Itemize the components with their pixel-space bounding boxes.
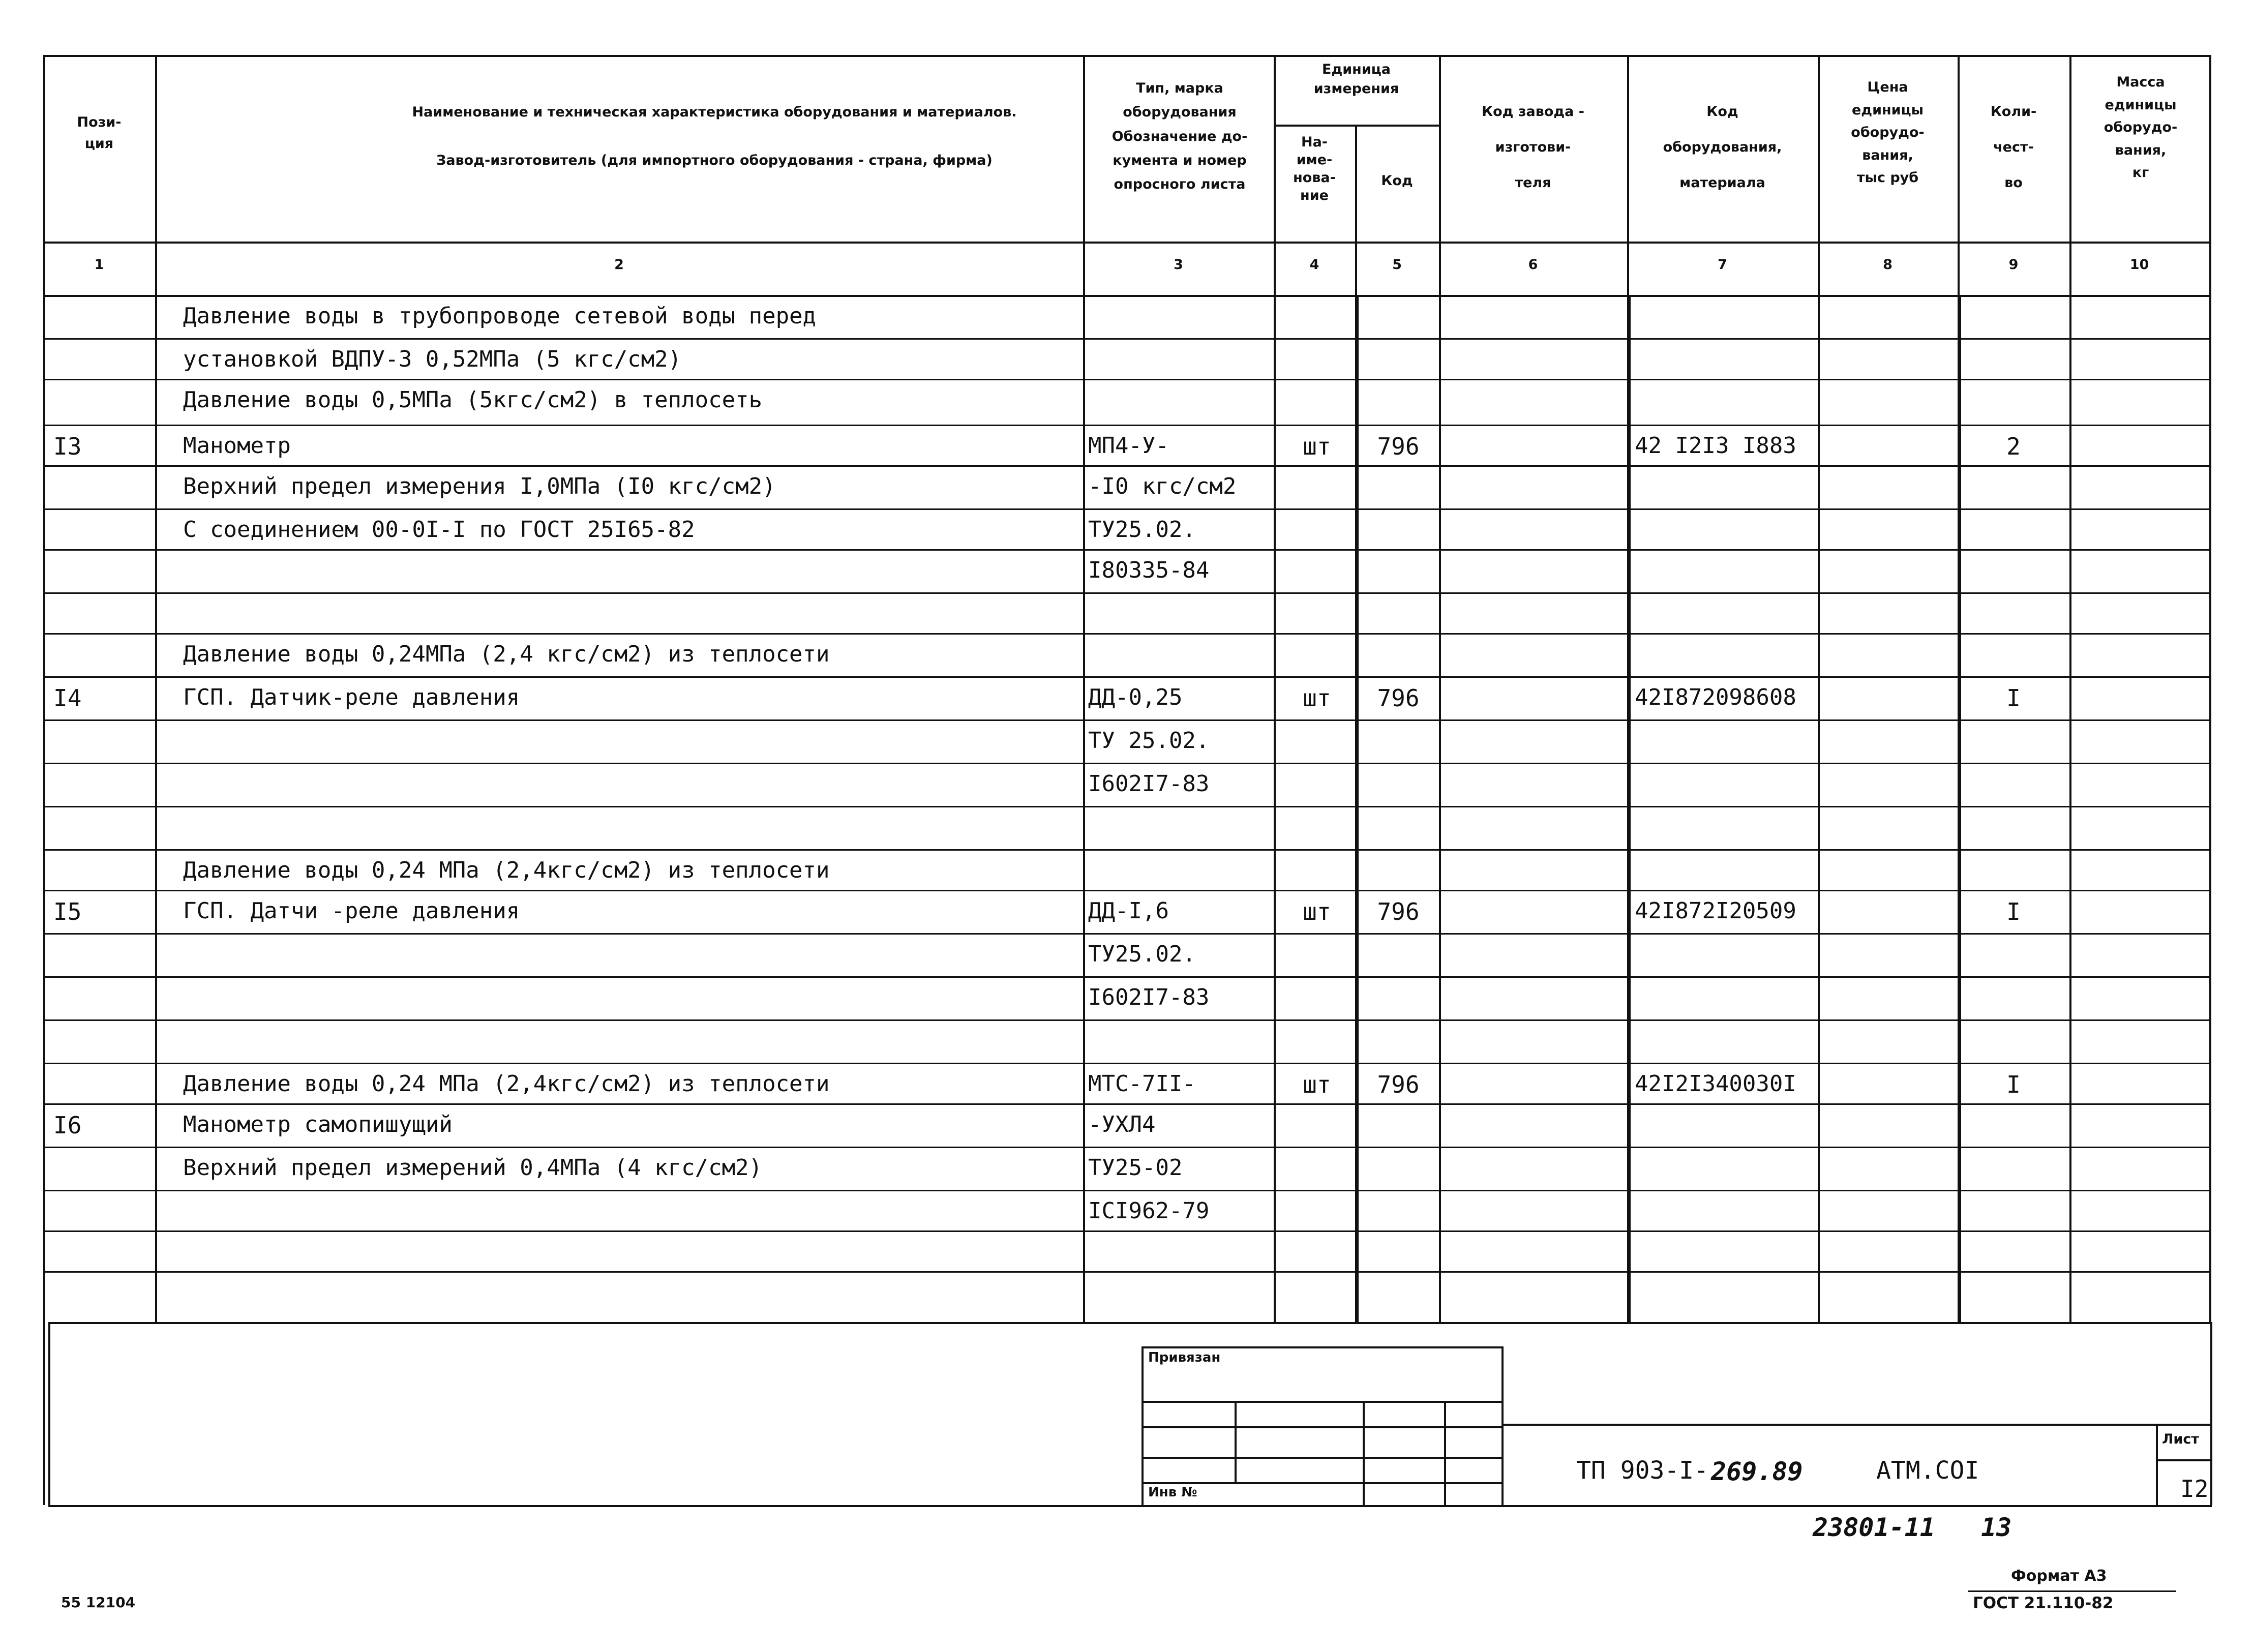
cell-type: ДД-0,25 bbox=[1088, 684, 1183, 710]
cell-equipment-code: 42 I2I3 I883 bbox=[1635, 433, 1796, 459]
sheet-number: I2 bbox=[2180, 1475, 2209, 1503]
body-accent-border bbox=[1960, 295, 1961, 1322]
cell-name: ГСП. Датчи -реле давления bbox=[183, 898, 520, 924]
cell-unit: шт bbox=[1303, 898, 1331, 925]
cell-name: Верхний предел измерений 0,4МПа (4 кгс/см2) bbox=[183, 1155, 763, 1181]
column-number: 9 bbox=[2008, 257, 2019, 273]
stamp-inv: Инв № bbox=[1148, 1485, 1197, 1500]
header-type: Тип, марка оборудования Обозначение до- кумента и номер опросного листа bbox=[1112, 80, 1248, 192]
cell-quantity: I bbox=[2006, 898, 2021, 925]
row-border bbox=[43, 549, 2209, 551]
stamp-line bbox=[1444, 1401, 1446, 1505]
numbers-bottom-border bbox=[43, 295, 2209, 297]
stamp-line bbox=[1141, 1346, 1503, 1348]
header-price: Цена единицы оборудо- вания, тыс руб bbox=[1851, 79, 1925, 186]
cell-name: Давление воды 0,5МПа (5кгс/см2) в теплосеть bbox=[183, 387, 763, 413]
column-number: 2 bbox=[614, 257, 624, 273]
cell-position: I4 bbox=[53, 684, 82, 712]
column-number: 4 bbox=[1309, 257, 1319, 273]
cell-position: I5 bbox=[53, 898, 82, 925]
row-border bbox=[43, 1230, 2209, 1232]
header-name-line1: Наименование и техническая характеристика оборудования и материалов. bbox=[412, 104, 1017, 120]
cell-equipment-code: 42I2I340030I bbox=[1635, 1071, 1796, 1097]
sheet-left-border bbox=[48, 1322, 50, 1505]
header-name-line2: Завод-изготовитель (для импортного оборудования - страна, фирма) bbox=[436, 153, 993, 168]
cell-unit-code: 796 bbox=[1377, 1071, 1420, 1098]
gost-label: ГОСТ 21.110-82 bbox=[1973, 1594, 2114, 1612]
cell-position: I3 bbox=[53, 433, 82, 460]
cell-unit: шт bbox=[1303, 1071, 1331, 1098]
row-border bbox=[43, 1063, 2209, 1064]
cell-name: ГСП. Датчик-реле давления bbox=[183, 684, 520, 710]
sheet-label: Лист bbox=[2162, 1431, 2199, 1447]
header-quantity: Коли- чест- во bbox=[1990, 104, 2037, 191]
row-border bbox=[43, 933, 2209, 935]
cell-name: Манометр самопишущий bbox=[183, 1112, 453, 1137]
column-number: 3 bbox=[1174, 257, 1183, 273]
cell-type: МП4-У- bbox=[1088, 433, 1169, 459]
cell-name: установкой ВДПУ-3 0,52МПа (5 кгс/см2) bbox=[183, 346, 682, 372]
row-border bbox=[43, 763, 2209, 764]
header-position: Пози- ция bbox=[77, 114, 122, 152]
cell-equipment-code: 42I872I20509 bbox=[1635, 898, 1796, 924]
column-number: 1 bbox=[94, 257, 104, 273]
row-border bbox=[43, 338, 2209, 340]
row-border bbox=[43, 465, 2209, 467]
column-number: 8 bbox=[1883, 257, 1892, 273]
header-equipment-code: Код оборудования, материала bbox=[1663, 104, 1782, 191]
stamp-line bbox=[2156, 1424, 2158, 1505]
cell-type: ТУ25.02. bbox=[1088, 517, 1196, 543]
footer-line bbox=[1968, 1590, 2176, 1592]
row-border bbox=[43, 1271, 2209, 1273]
column-border bbox=[155, 55, 157, 1322]
column-border bbox=[2209, 55, 2211, 1322]
body-accent-border bbox=[1357, 295, 1359, 1322]
doc-code-prefix: ТП 903-I- bbox=[1576, 1456, 1709, 1485]
cell-equipment-code: 42I872098608 bbox=[1635, 684, 1796, 710]
doc-mark: АТМ.СОI bbox=[1876, 1456, 1979, 1485]
row-border bbox=[43, 592, 2209, 594]
stamp-line bbox=[1141, 1457, 1503, 1459]
cell-type: -УХЛ4 bbox=[1088, 1112, 1156, 1137]
column-number: 7 bbox=[1718, 257, 1727, 273]
column-border bbox=[1083, 55, 1085, 1322]
header-unit-name: На- име- нова- ние bbox=[1293, 134, 1336, 204]
format-label: Формат А3 bbox=[2011, 1567, 2107, 1585]
cell-unit-code: 796 bbox=[1377, 433, 1420, 460]
stamp-privyazan: Привязан bbox=[1148, 1350, 1221, 1365]
stamp-line bbox=[1501, 1346, 1504, 1505]
row-border bbox=[43, 890, 2209, 891]
row-border bbox=[43, 719, 2209, 721]
column-number: 10 bbox=[2129, 257, 2149, 273]
cell-type: ТУ 25.02. bbox=[1088, 728, 1210, 754]
cell-type: I602I7-83 bbox=[1088, 984, 1210, 1010]
header-unit-code: Код bbox=[1381, 173, 1413, 189]
cell-name: Давление воды 0,24 МПа (2,4кгс/см2) из теплосети bbox=[183, 1071, 830, 1097]
doc-code-handwritten: 269.89 bbox=[1711, 1457, 1803, 1486]
footer-left-code: 55 12104 bbox=[61, 1594, 136, 1611]
cell-name: Манометр bbox=[183, 433, 291, 459]
row-border bbox=[43, 1147, 2209, 1148]
stamp-line bbox=[1141, 1346, 1144, 1505]
row-border bbox=[43, 1019, 2209, 1021]
cell-unit: шт bbox=[1303, 433, 1331, 460]
cell-unit-code: 796 bbox=[1377, 898, 1420, 925]
header-bottom-border bbox=[43, 242, 2209, 244]
row-border bbox=[43, 676, 2209, 678]
cell-name: Давление воды 0,24МПа (2,4 кгс/см2) из теплосети bbox=[183, 641, 830, 667]
cell-type: ТУ25.02. bbox=[1088, 941, 1196, 967]
row-border bbox=[43, 379, 2209, 380]
row-border bbox=[43, 1103, 2209, 1105]
cell-unit-code: 796 bbox=[1377, 684, 1420, 712]
stamp-line bbox=[1501, 1424, 2212, 1426]
row-border bbox=[43, 633, 2209, 635]
stamp-line bbox=[1141, 1482, 1503, 1484]
cell-name: Верхний предел измерения I,0МПа (I0 кгс/см2) bbox=[183, 473, 776, 499]
cell-type: IСI962-79 bbox=[1088, 1198, 1210, 1224]
header-plant-code: Код завода - изготови- теля bbox=[1482, 104, 1584, 191]
cell-quantity: 2 bbox=[2006, 433, 2021, 460]
table-top-border bbox=[43, 55, 2209, 57]
cell-type: I602I7-83 bbox=[1088, 771, 1210, 797]
row-border bbox=[43, 849, 2209, 851]
cell-type: ДД-I,6 bbox=[1088, 898, 1169, 924]
header-unit-group: Единица измерения bbox=[1313, 62, 1399, 97]
row-border bbox=[43, 806, 2209, 807]
cell-type: МТС-7II- bbox=[1088, 1071, 1196, 1097]
body-accent-border bbox=[1629, 295, 1631, 1322]
header-mass: Масса единицы оборудо- вания, кг bbox=[2104, 74, 2178, 181]
row-border bbox=[43, 1190, 2209, 1191]
stamp-line bbox=[1141, 1426, 1503, 1428]
cell-unit: шт bbox=[1303, 684, 1331, 712]
stamp-line bbox=[1141, 1401, 1503, 1403]
cell-name: Давление воды в трубопроводе сетевой воды перед bbox=[183, 303, 817, 329]
column-border bbox=[1818, 55, 1820, 1322]
cell-quantity: I bbox=[2006, 684, 2021, 712]
sheet-bottom-border bbox=[48, 1505, 2212, 1507]
handwritten-note: 23801-11 13 bbox=[1813, 1513, 2012, 1542]
cell-name: Давление воды 0,24 МПа (2,4кгс/см2) из теплосети bbox=[183, 857, 830, 883]
stamp-line bbox=[1235, 1401, 1237, 1482]
cell-name: С соединением 00-0I-I по ГОСТ 25I65-82 bbox=[183, 517, 695, 543]
sheet-right-border bbox=[2210, 1322, 2212, 1505]
column-border bbox=[1274, 55, 1276, 1322]
cell-quantity: I bbox=[2006, 1071, 2021, 1098]
table-bottom-border bbox=[48, 1322, 2212, 1324]
cell-position: I6 bbox=[53, 1112, 82, 1139]
row-border bbox=[43, 425, 2209, 426]
column-border bbox=[1439, 55, 1441, 1322]
stamp-line bbox=[2156, 1459, 2212, 1461]
row-border bbox=[43, 976, 2209, 978]
cell-type: ТУ25-02 bbox=[1088, 1155, 1183, 1181]
column-number: 5 bbox=[1392, 257, 1402, 273]
row-border bbox=[43, 508, 2209, 510]
stamp-line bbox=[1363, 1401, 1365, 1505]
column-border bbox=[2069, 55, 2071, 1322]
cell-type: -I0 кгс/см2 bbox=[1088, 473, 1237, 499]
cell-type: I80335-84 bbox=[1088, 557, 1210, 583]
column-number: 6 bbox=[1528, 257, 1538, 273]
